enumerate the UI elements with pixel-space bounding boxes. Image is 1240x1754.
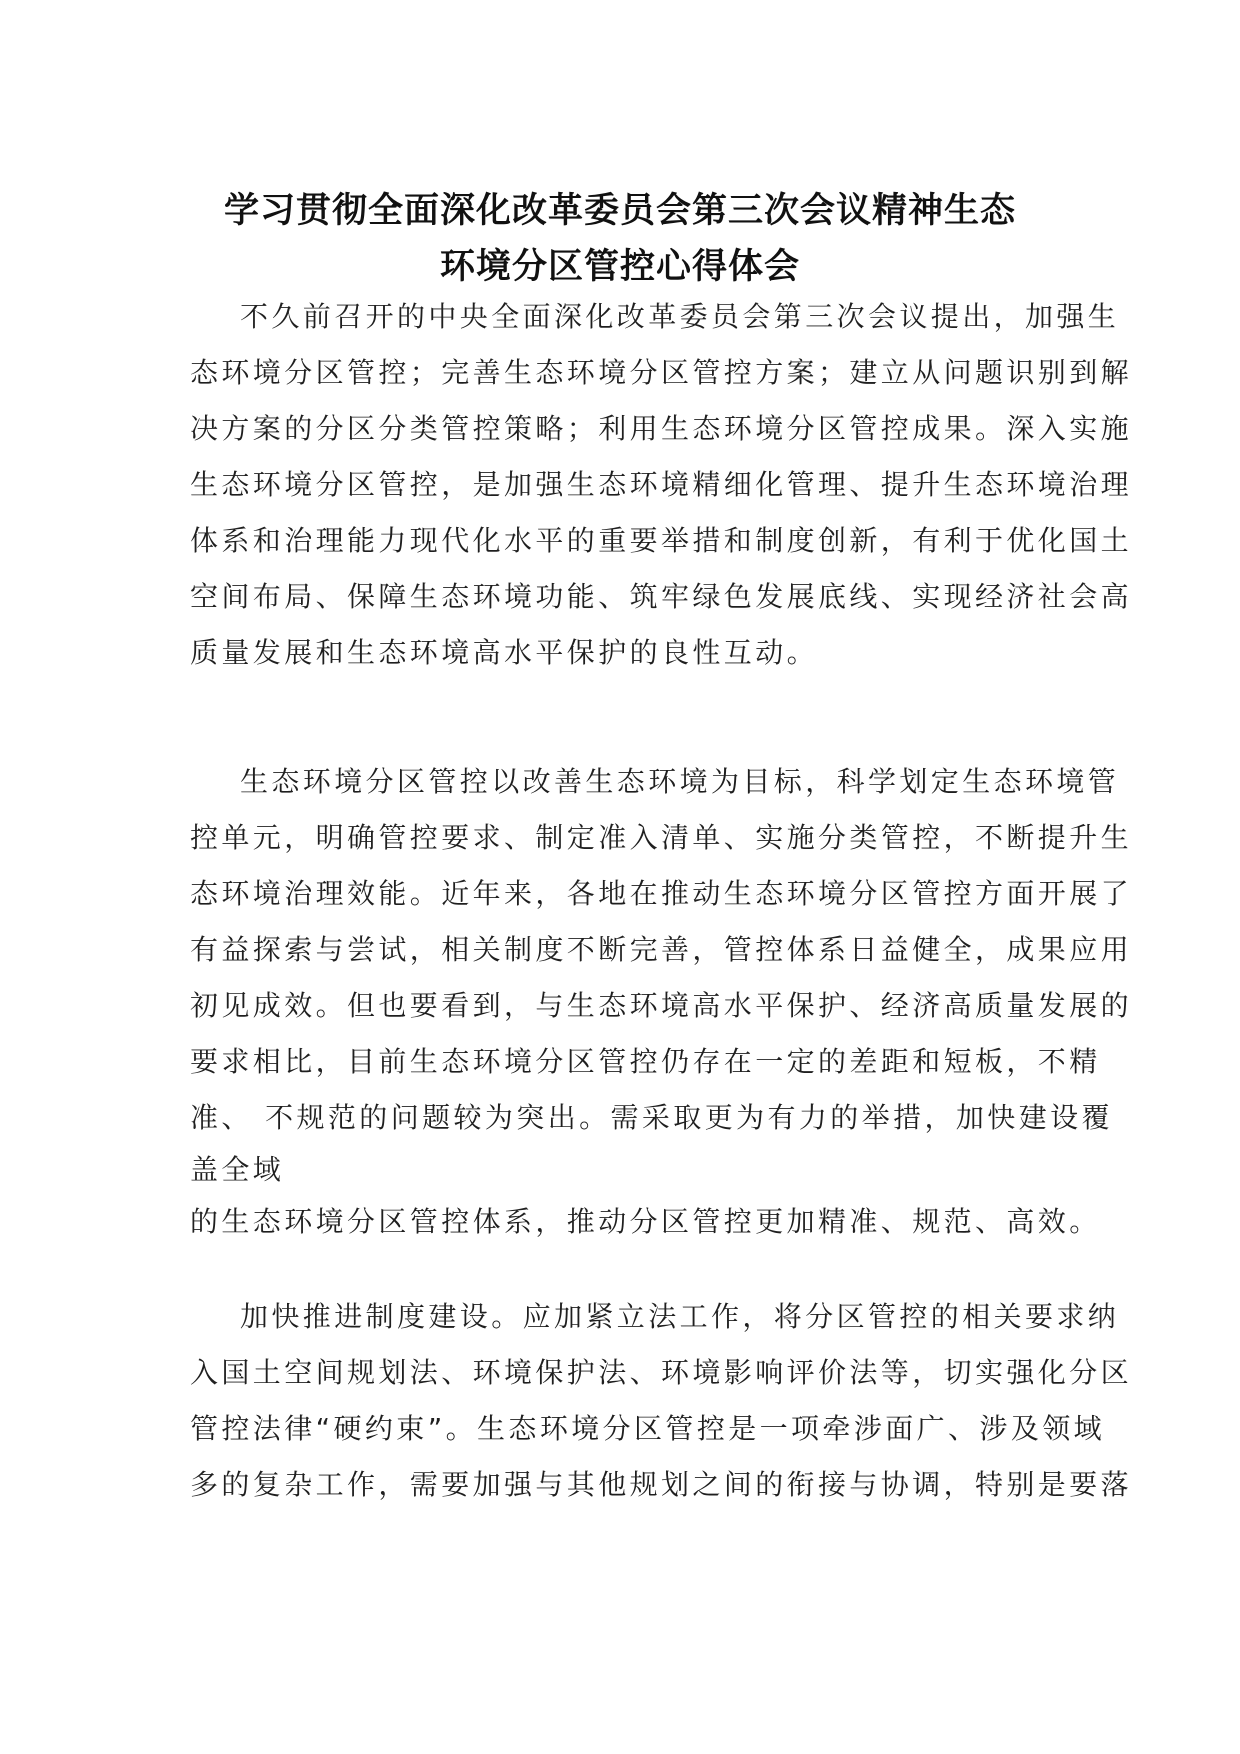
paragraph-line: 不久前召开的中央全面深化改革委员会第三次会议提出，加强生 bbox=[240, 300, 1120, 333]
paragraph-2 bbox=[190, 754, 1133, 1250]
paragraph-line: 有益探索与尝试，相关制度不断完善，管控体系日益健全，成果应用 bbox=[190, 933, 1133, 966]
title-line: 环境分区管控心得体会 bbox=[439, 247, 800, 287]
paragraph-1 bbox=[190, 289, 1133, 681]
paragraph-line: 生态环境分区管控，是加强生态环境精细化管理、提升生态环境治理 bbox=[190, 468, 1133, 501]
paragraph-line: 态环境治理效能。近年来，各地在推动生态环境分区管控方面开展了 bbox=[190, 877, 1133, 910]
paragraph-line: 态环境分区管控；完善生态环境分区管控方案；建立从问题识别到解 bbox=[190, 356, 1133, 389]
paragraph-line: 盖全域 bbox=[190, 1153, 285, 1186]
document-title bbox=[150, 183, 1090, 295]
paragraph-line: 多的复杂工作，需要加强与其他规划之间的衔接与协调，特别是要落 bbox=[190, 1468, 1133, 1501]
paragraph-line: 初见成效。但也要看到，与生态环境高水平保护、经济高质量发展的 bbox=[190, 989, 1133, 1022]
paragraph-line: 的生态环境分区管控体系，推动分区管控更加精准、规范、高效。 bbox=[190, 1205, 1101, 1238]
paragraph-line: 控单元，明确管控要求、制定准入清单、实施分类管控，不断提升生 bbox=[190, 821, 1133, 854]
paragraph-line: 空间布局、保障生态环境功能、筑牢绿色发展底线、实现经济社会高 bbox=[190, 580, 1133, 613]
paragraph-line: 准、 不规范的问题较为突出。需采取更为有力的举措，加快建设覆 bbox=[190, 1101, 1113, 1134]
paragraph-line: 决方案的分区分类管控策略；利用生态环境分区管控成果。深入实施 bbox=[190, 412, 1133, 445]
paragraph-line: 管控法律“硬约束”。生态环境分区管控是一项牵涉面广、涉及领域 bbox=[190, 1412, 1106, 1445]
paragraph-line: 体系和治理能力现代化水平的重要举措和制度创新，有利于优化国土 bbox=[190, 524, 1133, 557]
paragraph-line: 质量发展和生态环境高水平保护的良性互动。 bbox=[190, 636, 819, 669]
paragraph-line: 入国土空间规划法、环境保护法、环境影响评价法等，切实强化分区 bbox=[190, 1356, 1133, 1389]
title-line: 学习贯彻全面深化改革委员会第三次会议精神生态 bbox=[223, 191, 1016, 231]
paragraph-3 bbox=[190, 1289, 1133, 1513]
paragraph-line: 加快推进制度建设。应加紧立法工作，将分区管控的相关要求纳 bbox=[240, 1300, 1120, 1333]
paragraph-line: 要求相比，目前生态环境分区管控仍存在一定的差距和短板，不精 bbox=[190, 1045, 1101, 1078]
paragraph-line: 生态环境分区管控以改善生态环境为目标，科学划定生态环境管 bbox=[240, 765, 1120, 798]
